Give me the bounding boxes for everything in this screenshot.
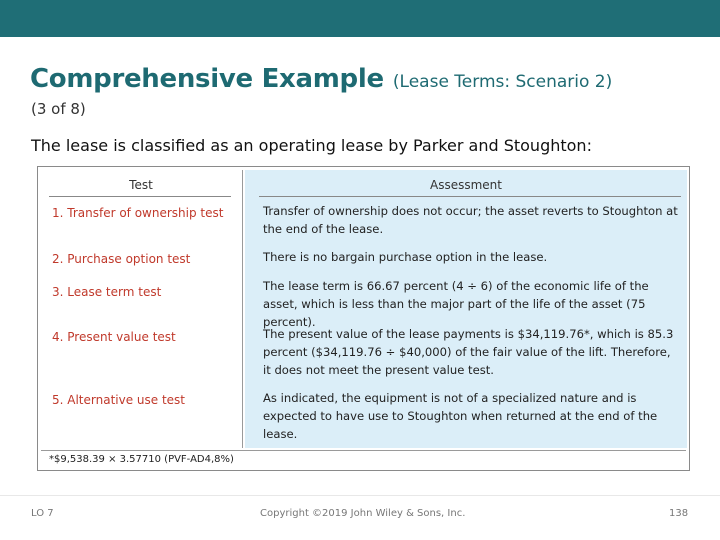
test-column <box>41 170 241 448</box>
assessment-header: Assessment <box>430 178 502 192</box>
slide-subtitle: (3 of 8) <box>31 100 86 118</box>
test-item-2: 2. Purchase option test <box>52 252 191 266</box>
assessment-item-5: As indicated, the equipment is not of a specialized nature and is expected to have use to Stoughton when returned at the end of the lease. <box>263 391 658 441</box>
test-item-5: 5. Alternative use test <box>52 393 186 407</box>
footnote-row <box>41 450 686 469</box>
slide-title <box>30 64 612 94</box>
test-item-3: 3. Lease term test <box>52 285 162 299</box>
footer-learning-objective: LO 7 <box>31 508 54 519</box>
test-header: Test <box>129 178 153 192</box>
assessment-item-4: The present value of the lease payments is $34,119.76*, which is 85.3 percent ($34,119.76 ÷ $40,000) of the fair value of the lift. Therefore, it does not meet the present value test. <box>263 327 674 377</box>
footer-divider <box>0 495 720 496</box>
lease-tests-table <box>37 166 690 471</box>
top-banner <box>0 0 720 37</box>
assessment-header-rule <box>259 196 681 197</box>
slide-title-paren: (Lease Terms: Scenario 2) <box>392 72 613 92</box>
slide-title-main: Comprehensive Example <box>30 64 384 94</box>
assessment-item-2: There is no bargain purchase option in the lease. <box>263 250 548 264</box>
footer-page-number: 138 <box>669 508 689 519</box>
column-divider <box>242 170 243 448</box>
assessment-item-1: Transfer of ownership does not occur; the asset reverts to Stoughton at the end of the lease. <box>263 204 678 236</box>
test-item-1: 1. Transfer of ownership test <box>52 206 224 220</box>
assessment-item-3: The lease term is 66.67 percent (4 ÷ 6) of the economic life of the asset, which is less than the major part of the life of the asset (75 percent). <box>263 279 649 329</box>
test-header-rule <box>49 196 231 197</box>
footer-copyright: Copyright ©2019 John Wiley & Sons, Inc. <box>260 508 466 519</box>
table-footnote: *$9,538.39 × 3.57710 (PVF-AD4,8%) <box>49 454 234 465</box>
assessment-column <box>245 170 687 448</box>
intro-text: The lease is classified as an operating lease by Parker and Stoughton: <box>31 136 592 155</box>
test-item-4: 4. Present value test <box>52 330 176 344</box>
